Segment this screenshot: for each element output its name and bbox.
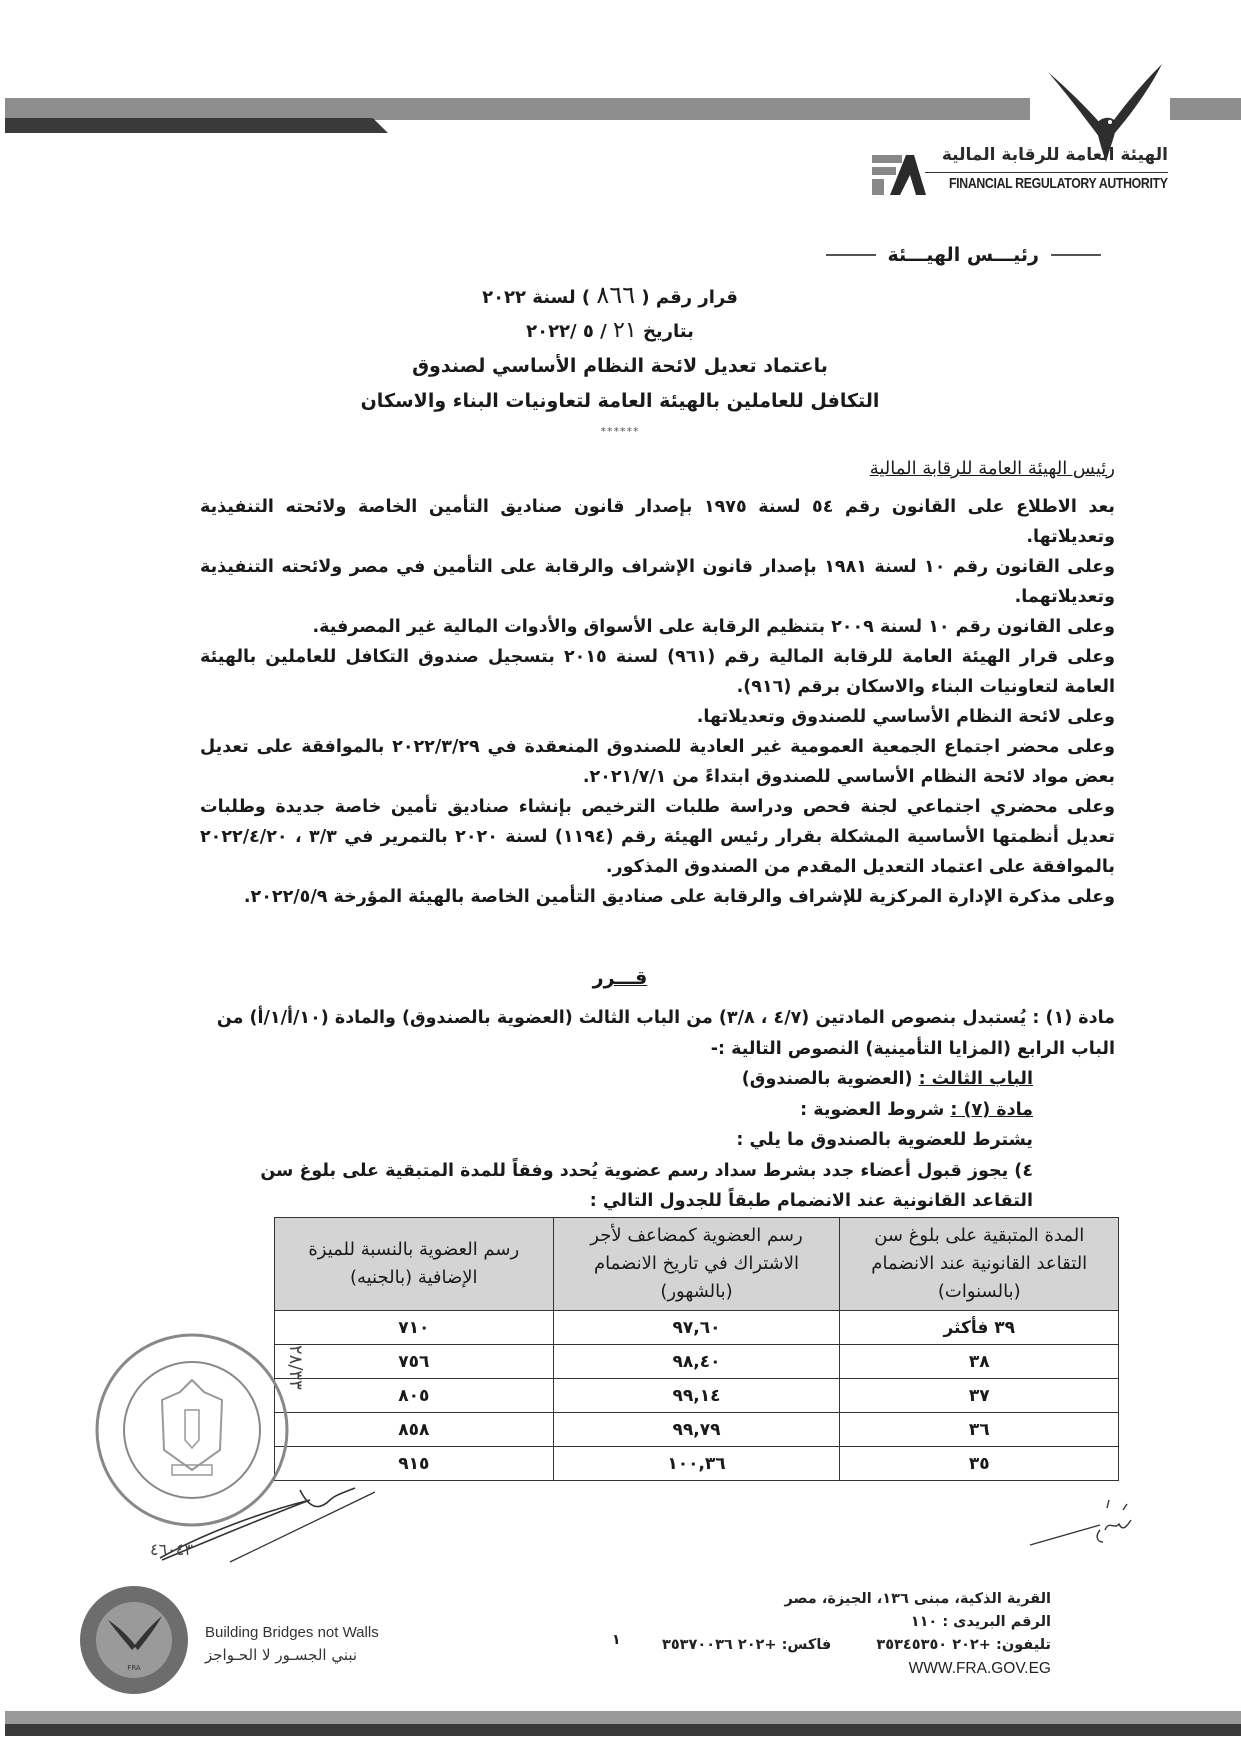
article-7-title: شروط العضوية : [800,1099,945,1120]
org-name-english: FINANCIAL REGULATORY AUTHORITY [949,175,1168,192]
decree-number-value: ٨٦٦ [596,281,636,309]
condition-4: ٤) يجوز قبول أعضاء جدد بشرط سداد رسم عضوية يُحدد وفقاً للمدة المتبقية على بلوغ سن التقاعد القانونية عند الانضمام طبقاً للجدول التالي : [260,1160,1033,1211]
header-banner-light-right [1170,98,1241,120]
column-header-years: المدة المتبقية على بلوغ سن التقاعد القانونية عند الانضمام (بالسنوات) [840,1218,1119,1311]
decree-number-label: قرار رقم ( [641,287,738,308]
chapter-title: (العضوية بالصندوق) [741,1069,913,1089]
cell-fee: ٧٥٦ [275,1345,554,1379]
column-header-multiple: رسم العضوية كمضاعف لأجر الاشتراك في تاريخ الانضمام (بالشهور) [553,1218,840,1311]
website-link[interactable]: WWW.FRA.GOV.EG [908,1660,1051,1677]
dash-divider [1051,254,1101,256]
office-title-text: رئيـــس الهيـــئة [887,244,1039,266]
conditions-intro: يشترط للعضوية بالصندوق ما يلي : [736,1130,1033,1150]
membership-fee-table [274,1217,1119,1481]
cell-multiple: ٩٩,٧٩ [553,1413,840,1447]
address: القرية الذكية، مبنى ١٣٦، الجيزة، مصر [784,1591,1051,1607]
header-banner-dark [5,118,388,133]
decree-date-label: بتاريخ [642,321,694,342]
phone-label: تليفون: [996,1637,1051,1653]
cell-multiple: ٩٨,٤٠ [553,1345,840,1379]
preamble-paragraph: وعلى لائحة النظام الأساسي للصندوق وتعديلاتها. [696,707,1115,727]
cell-years: ٣٥ [840,1447,1119,1481]
resolution-heading: قـــرر [592,967,648,989]
preamble-paragraph: وعلى محضر اجتماع الجمعية العمومية غير العادية للصندوق المنعقدة في ٢٠٢٢/٣/٢٩ بالموافقة على تعديل بعض مواد لائحة النظام الأساسي للصندوق ابتداءً من ٢٠٢١/٧/١. [200,737,1115,787]
preamble-paragraph: وعلى محضري اجتماعي لجنة فحص ودراسة طلبات الترخيص بإنشاء صناديق تأمين خاصة جديدة وطلبات تعديل أنظمتها الأساسية المشكلة بقرار رئيس الهيئة رقم (١١٩٤) لسنة ٢٠٢٠ بالتمرير في ٣/٣ ، ٢٠٢٢/٤/٢٠ بالموافقة على اعتماد التعديل المقدم من الصندوق المذكور. [200,797,1116,877]
decree-subject-line-2: التكافل للعاملين بالهيئة العامة لتعاونيات البناء والاسكان [360,390,880,412]
dash-divider [826,254,876,256]
decree-subject-line-1: باعتماد تعديل لائحة النظام الأساسي لصندوق [412,355,828,377]
table-row [275,1447,1119,1481]
handwritten-reference-number: ٤٦٠٤٣ [150,1540,193,1559]
decree-date [420,318,800,343]
preamble-paragraph: وعلى مذكرة الإدارة المركزية للإشراف والرقابة على صناديق التأمين الخاصة بالهيئة المؤرخة ٢٠٢٢/٥/٩. [243,887,1115,907]
table-header-row [275,1218,1119,1311]
logo-divider [925,172,1168,173]
slogan-arabic: نبني الجسـور لا الحـواجز [205,1646,358,1664]
article-1-text: يُستبدل بنصوص المادتين (٤/٧ ، ٣/٨) من الباب الثالث (العضوية بالصندوق) والمادة (١٠/أ/١/أ) من الباب الرابع (المزايا التأمينية) النصوص التالية :- [216,1008,1115,1059]
preamble-heading: رئيس الهيئة العامة للرقابة المالية [869,458,1115,479]
cell-years: ٣٩ فأكثر [840,1311,1119,1345]
header-banner-light [5,98,1030,120]
phone-number: +٢٠٢ ٣٥٣٤٥٣٥٠ [876,1637,991,1653]
fra-logo [870,145,1170,200]
cell-multiple: ١٠٠,٣٦ [553,1447,840,1481]
cell-fee: ٨٠٥ [275,1379,554,1413]
article-1 [195,1003,1115,1217]
footer-banner-dark [5,1724,1241,1736]
cell-years: ٣٨ [840,1345,1119,1379]
handwritten-side-note: ٢٨/٣٣ [285,1345,306,1390]
cell-fee: ٧١٠ [275,1311,554,1345]
org-name-arabic: الهيئة العامة للرقابة المالية [941,145,1168,165]
preamble-paragraph: وعلى القانون رقم ١٠ لسنة ١٩٨١ بإصدار قانون الإشراف والرقابة على التأمين في مصر ولائحته التنفيذية وتعديلاتهما. [200,557,1115,607]
table-row [275,1379,1119,1413]
contact-info [662,1588,1051,1680]
fax-number: +٢٠٢ ٣٥٣٧٠٠٣٦ [661,1637,777,1653]
decree-date-day: ٢١ [613,318,637,343]
decree-date-rest: / ٥ /٢٠٢٢ [526,321,607,342]
po-box: الرقم البريدى : ١١٠ [910,1614,1051,1630]
table-row [275,1413,1119,1447]
preamble-paragraph: وعلى القانون رقم ١٠ لسنة ٢٠٠٩ بتنظيم الرقابة على الأسواق والأدوات المالية غير المصرفية. [312,617,1115,637]
decree-number [420,281,800,309]
preamble-paragraph: بعد الاطلاع على القانون رقم ٥٤ لسنة ١٩٧٥ بإصدار قانون صناديق التأمين الخاصة ولائحته التنفيذية وتعديلاتها. [200,497,1115,547]
cell-multiple: ٩٩,١٤ [553,1379,840,1413]
fra-emblem-icon [78,1584,190,1696]
svg-text:FRA: FRA [127,1664,141,1672]
office-title [826,244,1102,266]
cell-years: ٣٦ [840,1413,1119,1447]
phone-fax-line [662,1634,1051,1657]
signature-right-icon [1025,1490,1135,1550]
article-7-label: مادة (٧) : [950,1099,1033,1120]
fra-monogram-icon [870,149,926,197]
preamble-paragraph: وعلى قرار الهيئة العامة للرقابة المالية رقم (٩٦١) لسنة ٢٠١٥ بتسجيل صندوق التكافل للعاملين بالهيئة العامة لتعاونيات البناء والاسكان برقم (٩١٦). [200,647,1115,697]
cell-fee: ٨٥٨ [275,1413,554,1447]
decree-year: ) لسنة ٢٠٢٢ [482,287,591,308]
cell-years: ٣٧ [840,1379,1119,1413]
separator-stars: ****** [600,425,640,438]
column-header-fee: رسم العضوية بالنسبة للميزة الإضافية (بالجنيه) [275,1218,554,1311]
table-row [275,1311,1119,1345]
cell-multiple: ٩٧,٦٠ [553,1311,840,1345]
slogan-english: Building Bridges not Walls [205,1624,379,1641]
preamble-body [200,492,1115,912]
article-1-label: مادة (١) : [1032,1008,1115,1028]
table-row [275,1345,1119,1379]
page-number: ١ [612,1632,621,1648]
chapter-label: الباب الثالث : [918,1069,1033,1089]
footer-banner-light [5,1711,1241,1725]
cell-fee: ٩١٥ [275,1447,554,1481]
fax-label: فاكس: [781,1637,832,1653]
